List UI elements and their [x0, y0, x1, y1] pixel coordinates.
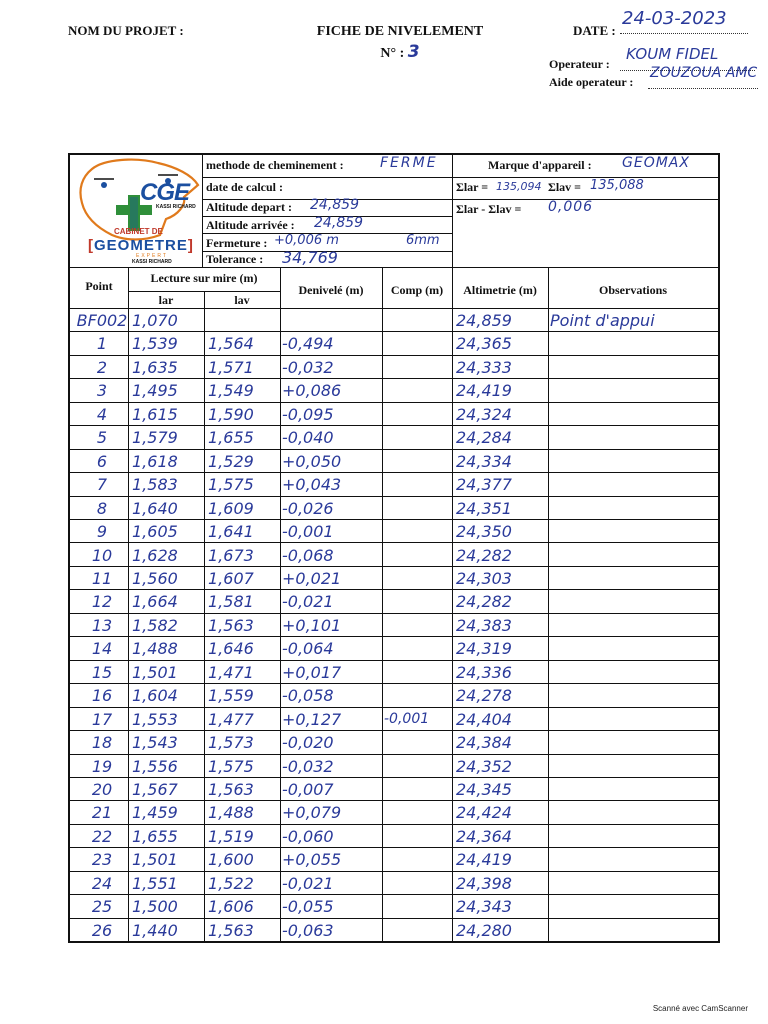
cell-lar: 1,070: [132, 311, 178, 330]
cell-lav: 1,549: [208, 381, 254, 401]
col-comp-header: Comp (m): [390, 283, 444, 297]
sheet-number-label: N° :: [380, 46, 405, 61]
cell-lav: 1,606: [208, 897, 254, 917]
cell-denivele: -0,064: [282, 639, 334, 659]
cell-denivele: -0,060: [282, 826, 334, 846]
logo-line2: [GEOMETRE]: [88, 237, 194, 254]
alt-depart-value: 24,859: [310, 197, 359, 213]
table-row: [70, 801, 718, 824]
table-row: [70, 544, 718, 567]
date-value: 24-03-2023: [622, 8, 727, 29]
cell-altimetrie: 24,303: [456, 568, 512, 588]
cell-observations: [550, 614, 718, 637]
cell-observations: [550, 825, 718, 848]
cell-denivele: +0,079: [282, 803, 342, 823]
cell-point: 8: [96, 498, 108, 518]
diff-label: Σlar - Σlav =: [456, 202, 522, 216]
cell-lav: 1,673: [208, 545, 254, 565]
cell-denivele: +0,127: [282, 709, 342, 729]
logo-line1: CABINET DE: [114, 227, 163, 236]
date-label: DATE :: [573, 23, 616, 38]
table-row: [70, 520, 718, 543]
cell-denivele: -0,021: [282, 873, 334, 893]
table-row: [70, 450, 718, 473]
cell-observations: [550, 684, 718, 707]
cell-lav: 1,600: [208, 850, 254, 870]
table-row: [70, 590, 718, 613]
cell-observations: [550, 332, 718, 355]
marque-value: GEOMAX: [622, 155, 690, 171]
cell-denivele: +0,021: [282, 568, 342, 588]
cell-lav: 1,563: [208, 615, 254, 635]
table-row: [70, 661, 718, 684]
cell-lav: 1,571: [208, 357, 254, 377]
table-row: [70, 332, 718, 355]
cell-altimetrie: 24,334: [456, 451, 512, 471]
sum-lav-value: 135,088: [590, 178, 644, 193]
assistant-operator-label: Aide operateur :: [549, 75, 634, 89]
data-table-body: [70, 309, 718, 943]
logo-line2-text: GEOMETRE: [94, 237, 188, 254]
cell-point: 15: [91, 662, 113, 682]
cell-comp: [384, 848, 452, 871]
cell-comp: [384, 567, 452, 590]
cell-point: 26: [91, 920, 113, 940]
cell-altimetrie: 24,336: [456, 662, 512, 682]
cell-observations: [550, 497, 718, 520]
cell-lar: 1,560: [132, 568, 178, 588]
cell-altimetrie: 24,377: [456, 475, 512, 495]
fermeture-label: Fermeture :: [206, 236, 268, 250]
cell-lar: 1,556: [132, 756, 178, 776]
cell-comp: [384, 450, 452, 473]
cell-comp: [384, 755, 452, 778]
cell-denivele: -0,095: [282, 404, 334, 424]
cell-lar: 1,583: [132, 475, 178, 495]
cell-observations: [550, 708, 718, 731]
leveling-form: [68, 153, 720, 943]
cell-altimetrie: 24,398: [456, 873, 512, 893]
cell-comp: [384, 544, 452, 567]
cell-comp: [384, 520, 452, 543]
table-row: [70, 426, 718, 449]
cell-denivele: +0,043: [282, 475, 342, 495]
cell-comp: [384, 825, 452, 848]
table-row: [70, 825, 718, 848]
cell-comp: [384, 309, 452, 332]
cell-comp: [384, 801, 452, 824]
cell-lav: 1,609: [208, 498, 254, 518]
cell-point: 20: [91, 780, 113, 799]
logo-line3: EXPERT: [136, 253, 168, 259]
page-title-block: [300, 22, 500, 64]
cell-lav: 1,519: [208, 826, 254, 846]
cell-comp: [384, 778, 452, 801]
cell-altimetrie: 24,859: [456, 311, 512, 330]
col-point-header: Point: [85, 279, 113, 293]
cell-observations: [550, 895, 718, 918]
cell-lar: 1,488: [132, 639, 178, 659]
cell-lav: 1,607: [208, 568, 254, 588]
cell-observations: [550, 590, 718, 613]
cell-comp: [384, 731, 452, 754]
cell-comp: [384, 403, 452, 426]
table-row: [70, 684, 718, 707]
cell-denivele: -0,055: [282, 897, 334, 917]
cell-altimetrie: 24,365: [456, 334, 512, 354]
sheet-number-value: 3: [407, 42, 420, 62]
cell-observations: [550, 567, 718, 590]
cell-lar: 1,501: [132, 850, 178, 870]
cell-altimetrie: 24,345: [456, 780, 512, 799]
cell-lar: 1,615: [132, 404, 178, 424]
cell-lav: 1,581: [208, 592, 254, 612]
col-altimetrie-header: Altimetrie (m): [463, 283, 537, 297]
cell-point: 1: [96, 334, 108, 354]
alt-arrivee-value: 24,859: [314, 215, 363, 231]
table-row: [70, 497, 718, 520]
cell-comp: [384, 895, 452, 918]
cell-point: 12: [91, 592, 113, 612]
cell-lar: 1,655: [132, 826, 178, 846]
cell-lav: 1,575: [208, 756, 254, 776]
cell-lar: 1,582: [132, 615, 178, 635]
table-row: [70, 356, 718, 379]
cell-lar: 1,553: [132, 709, 178, 729]
logo-brand: CGE: [140, 179, 190, 206]
cell-lav: 1,564: [208, 334, 254, 354]
cell-comp: [384, 872, 452, 895]
cell-altimetrie: 24,319: [456, 639, 512, 659]
cell-lav: 1,488: [208, 803, 254, 823]
cell-point: 11: [91, 568, 113, 588]
cell-lav: 1,559: [208, 686, 254, 706]
sum-lar-label: Σlar =: [456, 180, 489, 194]
cell-point: 25: [91, 897, 113, 917]
cell-lar: 1,605: [132, 522, 178, 542]
cell-denivele: -0,058: [282, 686, 334, 706]
row-separator: [70, 941, 718, 942]
table-row: [70, 755, 718, 778]
cell-point: 4: [96, 404, 108, 424]
cell-observations: [550, 473, 718, 496]
col-lar-header: lar: [158, 293, 174, 307]
header-top-line: [70, 267, 718, 268]
cell-comp: [384, 497, 452, 520]
table-row: [70, 731, 718, 754]
date-calc-label: date de calcul :: [206, 180, 283, 194]
cell-observations: [550, 755, 718, 778]
cell-observations: [550, 637, 718, 660]
cell-altimetrie: 24,333: [456, 357, 512, 377]
cell-altimetrie: 24,280: [456, 920, 512, 940]
date-dotted-line: [620, 32, 748, 34]
marque-label: Marque d'appareil :: [488, 158, 592, 172]
operator-label: Operateur :: [549, 57, 610, 71]
cell-denivele: -0,494: [282, 334, 334, 354]
cell-lav: 1,477: [208, 709, 254, 729]
cell-altimetrie: 24,351: [456, 498, 512, 518]
cell-denivele: +0,055: [282, 850, 342, 870]
cell-comp: [384, 661, 452, 684]
cell-comp: [384, 590, 452, 613]
cell-comp: [384, 356, 452, 379]
cell-point: 2: [96, 357, 108, 377]
cell-point: 10: [91, 545, 113, 565]
table-row: [70, 637, 718, 660]
cell-observations: Point d'appui: [550, 311, 655, 330]
col-lav-header: lav: [234, 293, 250, 307]
cell-denivele: [282, 309, 382, 332]
cell-denivele: +0,017: [282, 662, 342, 682]
cell-observations: [550, 778, 718, 801]
cell-observations: [550, 801, 718, 824]
cell-comp: [384, 614, 452, 637]
cell-altimetrie: 24,424: [456, 803, 512, 823]
cell-lar: 1,618: [132, 451, 178, 471]
cell-point: 6: [96, 451, 108, 471]
cell-comp: [384, 473, 452, 496]
cell-observations: [550, 356, 718, 379]
info-mid-divider: [452, 155, 453, 267]
cell-lar: 1,628: [132, 545, 178, 565]
cell-lav: 1,646: [208, 639, 254, 659]
alt-arrivee-label: Altitude arrivée :: [206, 218, 295, 232]
cell-point: 24: [91, 873, 113, 893]
cell-observations: [550, 848, 718, 871]
cell-point: 3: [96, 381, 108, 401]
cell-altimetrie: 24,352: [456, 756, 512, 776]
cell-lar: 1,640: [132, 498, 178, 518]
tolerance-label: Tolerance :: [206, 252, 264, 266]
cell-lav: 1,522: [208, 873, 254, 893]
company-logo: [74, 157, 202, 267]
cell-lav: 1,563: [208, 780, 254, 799]
cell-observations: [550, 379, 718, 402]
cell-point: 5: [96, 428, 108, 448]
cell-comp: [384, 426, 452, 449]
cell-point: 14: [91, 639, 113, 659]
operator-value: KOUM FIDEL: [626, 45, 719, 63]
cell-altimetrie: 24,419: [456, 850, 512, 870]
cell-altimetrie: 24,383: [456, 615, 512, 635]
table-row: [70, 614, 718, 637]
cell-lav: 1,471: [208, 662, 254, 682]
cell-point: 22: [91, 826, 113, 846]
cell-lav: 1,575: [208, 475, 254, 495]
cell-altimetrie: 24,282: [456, 592, 512, 612]
cell-lar: 1,500: [132, 897, 178, 917]
col-denivele-header: Denivelé (m): [298, 283, 364, 297]
cell-comp: [384, 919, 452, 942]
col-observations-header: Observations: [598, 283, 667, 297]
cell-denivele: -0,007: [282, 780, 334, 799]
cell-lar: 1,604: [132, 686, 178, 706]
cell-altimetrie: 24,278: [456, 686, 512, 706]
cell-lav: 1,573: [208, 733, 254, 753]
assistant-dotted-line: [648, 87, 758, 89]
scanner-watermark: Scanné avec CamScanner: [652, 1004, 748, 1013]
cell-point: 23: [91, 850, 113, 870]
table-row: [70, 919, 718, 942]
cell-lav: 1,641: [208, 522, 254, 542]
cell-denivele: -0,001: [282, 522, 334, 542]
cell-denivele: -0,032: [282, 357, 334, 377]
cell-altimetrie: 24,284: [456, 428, 512, 448]
cell-altimetrie: 24,282: [456, 545, 512, 565]
cell-observations: [550, 544, 718, 567]
cell-comp: [384, 637, 452, 660]
cell-lav: 1,655: [208, 428, 254, 448]
cell-point: 18: [91, 733, 113, 753]
cell-point: 16: [91, 686, 113, 706]
cell-denivele: +0,050: [282, 451, 342, 471]
methode-label: methode de cheminement :: [206, 158, 344, 172]
diff-value: 0,006: [548, 199, 594, 215]
cell-comp: -0,001: [384, 710, 430, 727]
cell-observations: [550, 426, 718, 449]
cell-observations: [550, 661, 718, 684]
cell-point: 13: [91, 615, 113, 635]
table-row: [70, 567, 718, 590]
cell-denivele: -0,032: [282, 756, 334, 776]
assistant-operator-value: ZOUZOUA AMC: [650, 65, 758, 81]
cell-observations: [550, 403, 718, 426]
alt-depart-label: Altitude depart :: [206, 200, 292, 214]
cell-altimetrie: 24,350: [456, 522, 512, 542]
cell-lar: 1,539: [132, 334, 178, 354]
cell-lar: 1,635: [132, 357, 178, 377]
cell-lar: 1,495: [132, 381, 178, 401]
cell-denivele: +0,086: [282, 381, 342, 401]
table-row: [70, 473, 718, 496]
cell-observations: [550, 520, 718, 543]
cell-observations: [550, 919, 718, 942]
cell-lar: 1,543: [132, 733, 178, 753]
cell-denivele: -0,026: [282, 498, 334, 518]
methode-value: FERME: [380, 155, 438, 171]
cell-lar: 1,440: [132, 920, 178, 940]
cell-lav: 1,590: [208, 404, 254, 424]
cell-point: 9: [96, 522, 108, 542]
cell-lar: 1,551: [132, 873, 178, 893]
cell-point: 7: [96, 475, 108, 495]
cell-lav: [208, 309, 280, 332]
cell-point: 21: [91, 803, 113, 823]
cell-point: 19: [91, 756, 113, 776]
table-row: [70, 403, 718, 426]
table-row: [70, 309, 718, 332]
cell-altimetrie: 24,404: [456, 709, 512, 729]
table-row: [70, 379, 718, 402]
cell-denivele: -0,021: [282, 592, 334, 612]
cell-observations: [550, 731, 718, 754]
cell-denivele: -0,068: [282, 545, 334, 565]
cell-comp: [384, 379, 452, 402]
fermeture-mm: 6mm: [406, 233, 440, 248]
cell-observations: [550, 450, 718, 473]
cell-point: 17: [91, 709, 113, 729]
cell-lar: 1,501: [132, 662, 178, 682]
cell-comp: [384, 332, 452, 355]
table-row: [70, 848, 718, 871]
table-row: [70, 895, 718, 918]
fermeture-value: +0,006 m: [274, 233, 339, 248]
cell-altimetrie: 24,419: [456, 381, 512, 401]
cell-point: BF002: [76, 311, 128, 330]
logo-brand-sub: KASSI RICHARD: [156, 204, 196, 210]
cell-denivele: -0,040: [282, 428, 334, 448]
tolerance-value: 34,769: [282, 248, 338, 267]
project-name-label: NOM DU PROJET :: [68, 23, 184, 38]
table-row: [70, 778, 718, 801]
col-lecture-header: Lecture sur mire (m): [150, 271, 258, 285]
logo-line4: KASSI RICHARD: [132, 259, 172, 265]
cell-comp: [384, 684, 452, 707]
cell-altimetrie: 24,364: [456, 826, 512, 846]
cell-denivele: -0,063: [282, 920, 334, 940]
cell-altimetrie: 24,324: [456, 404, 512, 424]
cell-altimetrie: 24,343: [456, 897, 512, 917]
cell-lav: 1,529: [208, 451, 254, 471]
cell-denivele: +0,101: [282, 615, 342, 635]
cell-lar: 1,579: [132, 428, 178, 448]
cell-altimetrie: 24,384: [456, 733, 512, 753]
sum-lar-value: 135,094: [496, 180, 542, 193]
cell-observations: [550, 872, 718, 895]
cell-lav: 1,563: [208, 920, 254, 940]
cell-lar: 1,459: [132, 803, 178, 823]
sheet-number: [300, 42, 500, 64]
cell-lar: 1,664: [132, 592, 178, 612]
table-row: [70, 872, 718, 895]
cell-denivele: -0,020: [282, 733, 334, 753]
page-title: FICHE DE NIVELEMENT: [316, 24, 484, 39]
table-row: [70, 708, 718, 731]
cell-lar: 1,567: [132, 780, 178, 799]
sum-lav-label: Σlav =: [548, 180, 582, 194]
